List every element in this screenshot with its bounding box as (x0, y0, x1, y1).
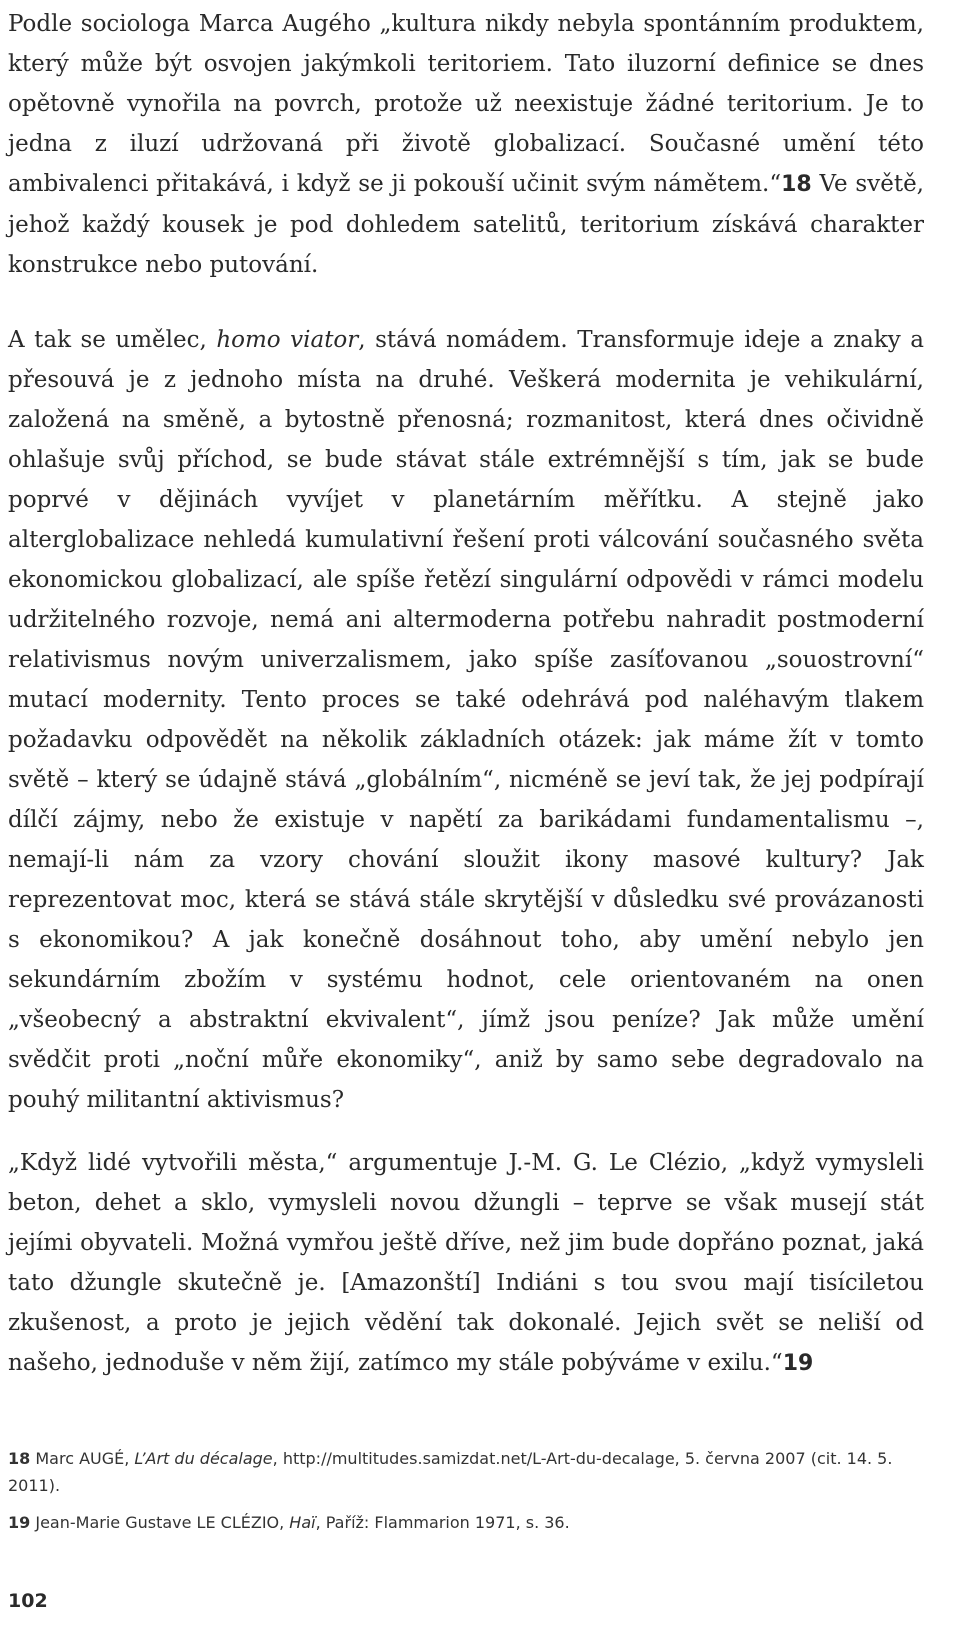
paragraph-2 (8, 320, 924, 1120)
footnote-number: 18 (8, 1449, 31, 1468)
footnote-title: Haï (289, 1513, 316, 1532)
paragraph-3-text: „Když lidé vytvořili města,“ argumentuje J.-M. G. Le Clézio, „když vymysleli beton, dehet a sklo, vymysleli novou džungli – teprve se však musejí stát jejími obyvateli. Možná vymřou ještě dříve, než jim bude dopřáno poznat, jaká tato džungle skutečně je. [Amazonští] Indiáni s tou svou mají tisíciletou zkušenost, a proto je jejich vědění tak dokonalé. Jejich svět se neliší od našeho, jednoduše v něm žijí, zatímco my stále pobýváme v exilu.“ (8, 1150, 924, 1376)
paragraph-1-continuation: Ve světě, jehož každý kousek je pod dohledem satelitů, teritorium získává charakter konstrukce nebo putování. (8, 171, 924, 278)
footnote-18 (8, 1445, 924, 1499)
footnote-title: L’Art du décalage (134, 1449, 273, 1468)
paragraph-1-text: Podle sociologa Marca Augého „kultura nikdy nebyla spontánním produktem, který může být osvojen jakýmkoli teritoriem. Tato iluzorní definice se dnes opětovně vynořila na povrch, protože už neexistuje žádné teritorium. Je to jedna z iluzí udržovaná při životě globalizací. Současné umění této ambivalenci přitakává, i když se ji pokouší učinit svým námětem.“ (8, 11, 924, 197)
page-number: 102 (8, 1590, 48, 1612)
footnote-text: , Paříž: Flammarion 1971, s. 36. (315, 1513, 570, 1532)
footnote-ref-18[interactable]: 18 (781, 172, 812, 197)
paragraph-2-italic: homo viator (216, 327, 359, 353)
footnote-text: Marc AUGÉ, (30, 1449, 135, 1468)
footnote-number: 19 (8, 1513, 31, 1532)
footnote-19 (8, 1509, 924, 1536)
paragraph-2-start: A tak se umělec, (8, 327, 217, 353)
paragraph-1 (8, 4, 924, 285)
footnote-text: Jean-Marie Gustave LE CLÉZIO, (30, 1513, 290, 1532)
footnote-ref-19[interactable]: 19 (782, 1351, 814, 1376)
footnote-text: , http://multitudes.samizdat.net/L-Art-du-decalage, 5. června 2007 (cit. 14. 5. 2011). (8, 1449, 893, 1495)
paragraph-2-rest: , stává nomádem. Transformuje ideje a znaky a přesouvá je z jednoho místa na druhé. Veškerá modernita je vehikulární, založená na směně, a bytostně přenosná; rozmanitost, která dnes očividně ohlašuje svůj příchod, se bude stávat stále extrémnější s tím, jak se bude poprvé v dějinách vyvíjet v planetárním měřítku. A stejně jako alterglobalizace nehledá kumulativní řešení proti válcování současného světa ekonomickou globalizací, ale spíše řetězí singulární odpovědi v rámci modelu udržitelného rozvoje, nemá ani altermoderna potřebu nahradit postmoderní relativismus novým univerzalismem, jako spíše zasíťovanou „souostrovní“ mutací modernity. Tento proces se také odehrává pod naléhavým tlakem požadavku odpovědět na několik základních otázek: jak máme žít v tomto světě – který se údajně stává „globálním“, nicméně se jeví tak, že jej podpírají dílčí zájmy, nebo že existuje v napětí za barikádami fundamentalismu –, nemají-li nám za vzory chování sloužit ikony masové kultury? Jak reprezentovat moc, která se stává stále skrytější v důsledku své provázanosti s ekonomikou? A jak konečně dosáhnout toho, aby umění nebylo jen sekundárním zbožím v systému hodnot, cele orientovaném na onen „všeobecný a abstraktní ekvivalent“, jímž jsou peníze? Jak může umění svědčit proti „noční můře ekonomiky“, aniž by samo sebe degradovalo na pouhý militantní aktivismus? (8, 327, 924, 1113)
footnotes (8, 1445, 924, 1546)
paragraph-3 (8, 1143, 924, 1384)
